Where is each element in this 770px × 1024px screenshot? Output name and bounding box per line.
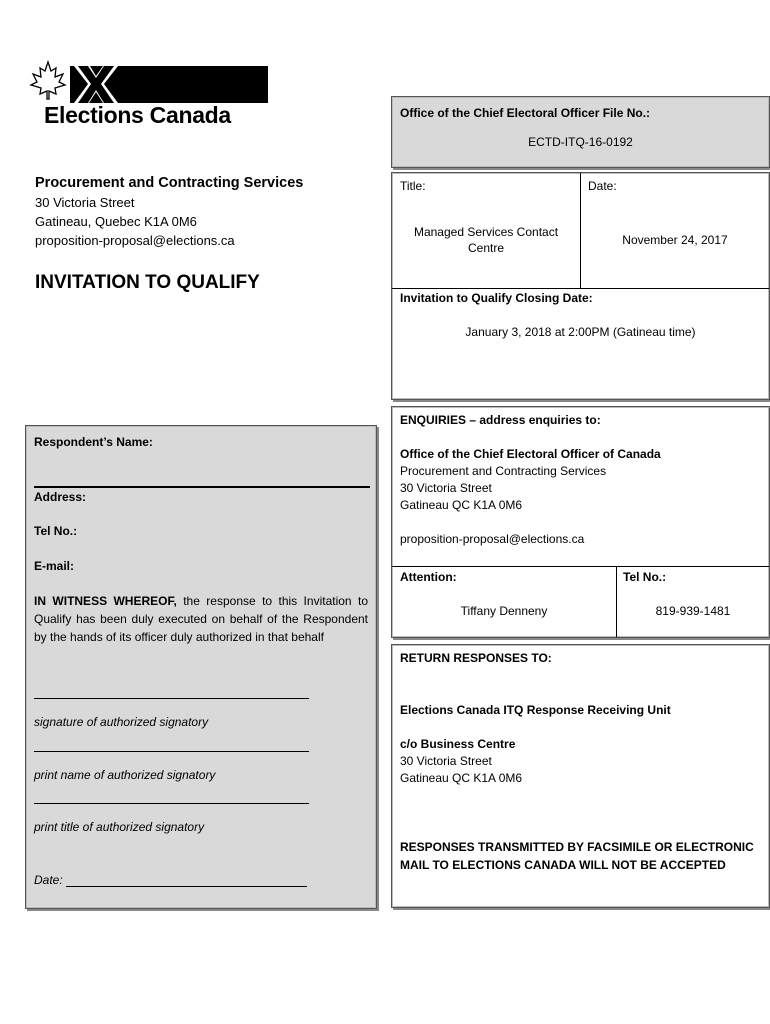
tel-label: Tel No.: bbox=[34, 524, 78, 538]
attention-value: Tiffany Denneny bbox=[460, 604, 548, 618]
org-address bbox=[35, 174, 303, 250]
file-number-label: Office of the Chief Electoral Officer File No.: bbox=[400, 106, 651, 120]
enquiries-tel-label: Tel No.: bbox=[623, 570, 667, 584]
return-unit: Elections Canada ITQ Response Receiving Unit bbox=[400, 703, 671, 717]
return-responses-box bbox=[391, 644, 770, 908]
date-field-line bbox=[66, 886, 307, 887]
logo-bar bbox=[70, 66, 268, 103]
return-co: c/o Business Centre bbox=[400, 737, 516, 751]
email-label: E-mail: bbox=[34, 559, 75, 573]
enquiries-box bbox=[391, 406, 770, 638]
enquiries-line3: Gatineau QC K1A 0M6 bbox=[400, 498, 523, 512]
witness-bold: IN WITNESS WHEREOF, bbox=[34, 594, 177, 608]
page-title: INVITATION TO QUALIFY bbox=[35, 272, 260, 293]
signature-label: signature of authorized signatory bbox=[34, 715, 209, 729]
respondent-name-label: Respondent’s Name: bbox=[34, 435, 153, 449]
enquiries-line2: 30 Victoria Street bbox=[400, 481, 492, 495]
date-field-label: Date: bbox=[34, 873, 63, 887]
witness-text: the response to this Invitation to Qualify has been duly executed on behalf of the Respondent by the hands of its officer duly authorized in that behalf bbox=[34, 594, 368, 644]
title-label: Title: bbox=[400, 179, 426, 193]
print-title-label: print title of authorized signatory bbox=[34, 820, 205, 834]
print-name-line bbox=[34, 751, 309, 752]
org-name: Procurement and Contracting Services bbox=[35, 175, 304, 191]
return-line1: 30 Victoria Street bbox=[400, 754, 492, 768]
return-line2: Gatineau QC K1A 0M6 bbox=[400, 771, 523, 785]
attention-label: Attention: bbox=[400, 570, 457, 584]
print-title-line bbox=[34, 803, 309, 804]
return-notice-2: MAIL TO ELECTIONS CANADA WILL NOT BE ACCEPTED bbox=[400, 858, 726, 872]
elections-canada-logo bbox=[28, 60, 273, 130]
signature-line bbox=[34, 698, 309, 699]
return-heading: RETURN RESPONSES TO: bbox=[400, 651, 552, 665]
logo-text: Elections Canada bbox=[44, 102, 231, 128]
return-notice-1: RESPONSES TRANSMITTED BY FACSIMILE OR ELECTRONIC bbox=[400, 840, 754, 854]
org-street: 30 Victoria Street bbox=[35, 195, 135, 210]
enquiries-tel-value: 819-939-1481 bbox=[655, 604, 731, 618]
date-value: November 24, 2017 bbox=[622, 233, 728, 247]
enquiries-heading: ENQUIRIES – address enquiries to: bbox=[400, 413, 601, 427]
file-number-value: ECTD-ITQ-16-0192 bbox=[528, 135, 633, 149]
maple-leaf-icon bbox=[28, 60, 68, 100]
closing-date-label: Invitation to Qualify Closing Date: bbox=[400, 291, 593, 305]
title-value: Managed Services Contact Centre bbox=[413, 225, 559, 255]
closing-date-value: January 3, 2018 at 2:00PM (Gatineau time) bbox=[465, 325, 696, 339]
witness-paragraph bbox=[34, 592, 368, 646]
enquiries-email: proposition-proposal@elections.ca bbox=[400, 532, 585, 546]
org-email: proposition-proposal@elections.ca bbox=[35, 233, 235, 248]
print-name-label: print name of authorized signatory bbox=[34, 768, 216, 782]
enquiries-line1: Procurement and Contracting Services bbox=[400, 464, 607, 478]
enquiries-office: Office of the Chief Electoral Officer of Canada bbox=[400, 447, 661, 461]
file-number-box bbox=[391, 96, 770, 168]
address-label: Address: bbox=[34, 490, 87, 504]
date-label: Date: bbox=[588, 179, 617, 193]
respondent-name-line bbox=[34, 486, 370, 488]
respondent-box bbox=[25, 425, 377, 909]
title-date-box bbox=[391, 172, 770, 400]
org-city: Gatineau, Quebec K1A 0M6 bbox=[35, 214, 197, 229]
